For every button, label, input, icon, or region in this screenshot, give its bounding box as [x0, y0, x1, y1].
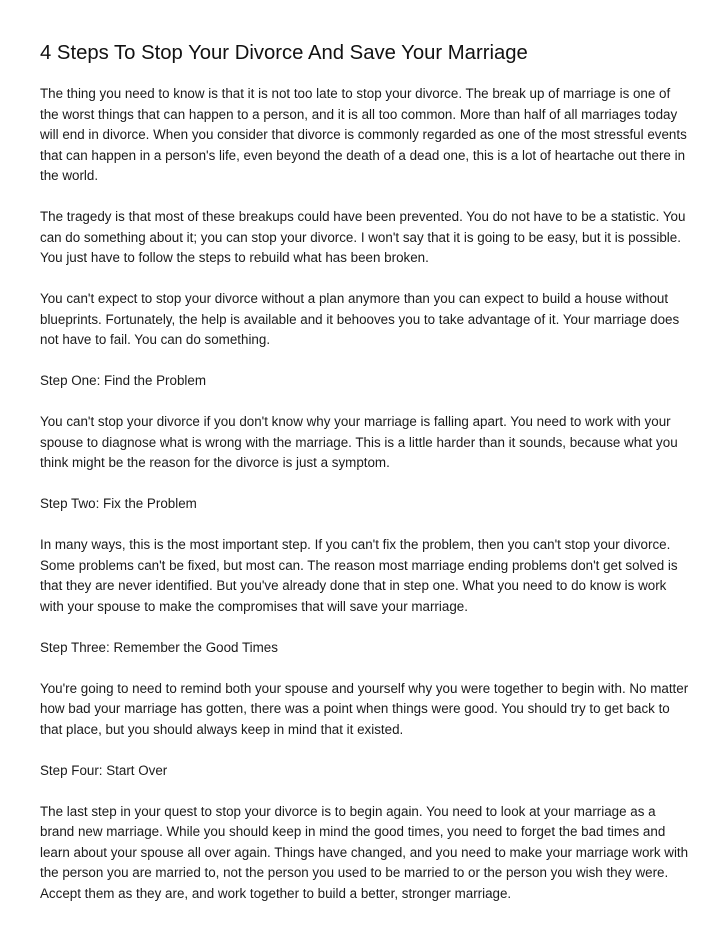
step-four-paragraph: The last step in your quest to stop your divorce is to begin again. You need to look at your marriage as a brand new marriage. While you should keep in mind the good times, you need to forget the bad times and learn about your spouse all over again. Things have changed, and you need to make your marriage work with the person you are married to, not the person you used to be married to or the person you wish they were. Accept them as they are, and work together to build a better, stronger marriage. [40, 803, 689, 901]
paragraph-tragedy: The tragedy is that most of these breakups could have been prevented. You do not have to be a statistic. You can do something about it; you can stop your divorce. I won't say that it is going to be easy, but it is possible. You just have to follow the steps to rebuild what has been broken. [40, 209, 686, 265]
step-one-heading: Step One: Find the Problem [40, 373, 206, 388]
step-one-paragraph: You can't stop your divorce if you don't know why your marriage is falling apart. You need to work with your spouse to diagnose what is wrong with the marriage. This is a little harder than it sounds, because what you think might be the reason for the divorce is just a symptom. [40, 414, 678, 470]
step-three-heading: Step Three: Remember the Good Times [40, 639, 278, 655]
step-three-paragraph: You're going to need to remind both your spouse and yourself why you were together to begin with. No matter how bad your marriage has gotten, there was a point when things were good. You should try to get back to that place, but you should always keep in mind that it existed. [40, 680, 689, 737]
step-two-heading: Step Two: Fix the Problem [40, 496, 197, 511]
document-title: 4 Steps To Stop Your Divorce And Save Your Marriage [40, 42, 528, 64]
step-two-paragraph: In many ways, this is the most important step. If you can't fix the problem, then you can't stop your divorce. Some problems can't be fixed, but most can. The reason most marriage ending problems don't get solved is that they are never identified. But you've already done that in step one. What you need to do know is work with your spouse to make the compromises that will save your marriage. [40, 537, 678, 614]
document-page [40, 40, 690, 925]
paragraph-intro: The thing you need to know is that it is not too late to stop your divorce. The break up of marriage is one of the worst things that can happen to a person, and it is all too common. More than half of all marriages today will end in divorce. When you consider that divorce is commonly regarded as one of the most stressful events that can happen in a person's life, even beyond the death of a dead one, this is a lot of heartache out there in the world. [40, 86, 687, 183]
paragraph-plan: You can't expect to stop your divorce without a plan anymore than you can expect to build a house without blueprints. Fortunately, the help is available and it behooves you to take advantage of it. Your marriage does not have to fail. You can do something. [40, 291, 680, 347]
step-four-heading: Step Four: Start Over [40, 762, 168, 778]
